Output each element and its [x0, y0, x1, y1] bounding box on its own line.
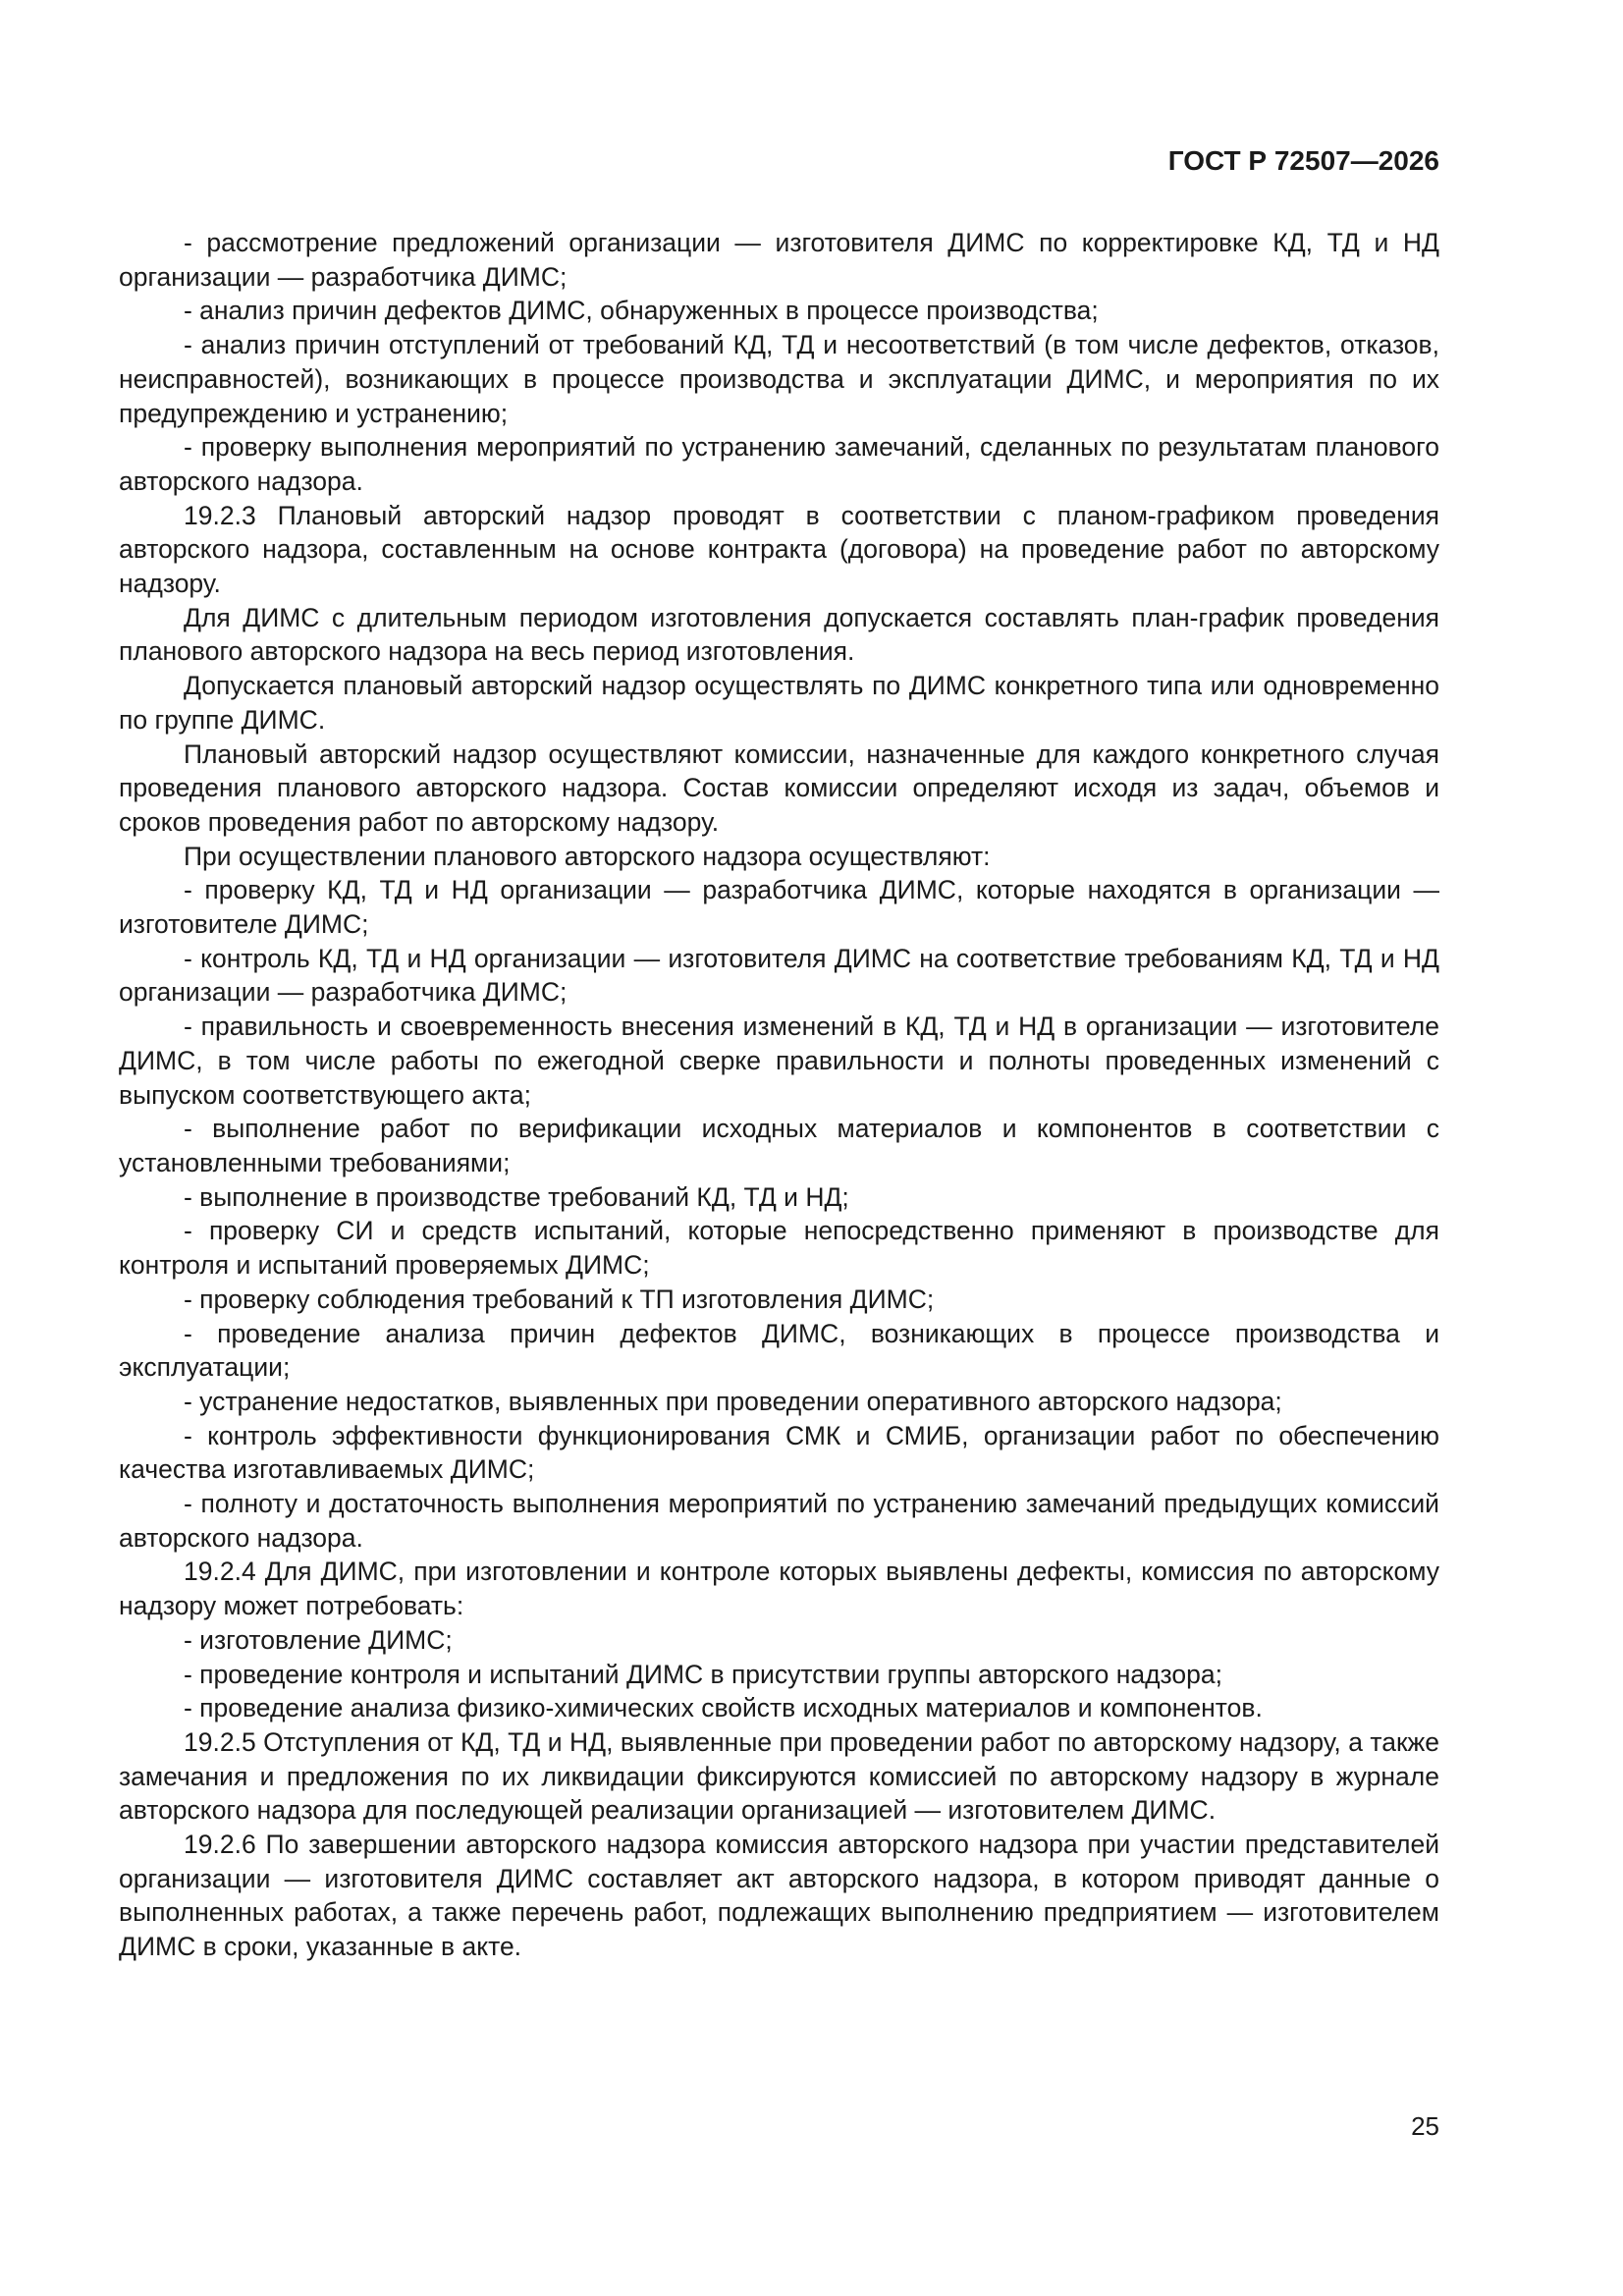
paragraph: - анализ причин отступлений от требований КД, ТД и несоответствий (в том числе дефектов, отказов, неисправностей), возникающих в процессе производства и эксплуатации ДИМС, и мероприятия по их предупреждению и устранению;: [119, 330, 1439, 428]
paragraph: 19.2.5 Отступления от КД, ТД и НД, выявленные при проведении работ по авторскому надзору, а также замечания и предложения по их ликвидации фиксируются комиссией по авторскому надзору в журнале авторского надзора для последующей реализации организацией — изготовителем ДИМС.: [119, 1726, 1439, 1826]
document-number: ГОСТ Р 72507—2026: [1167, 145, 1439, 176]
paragraph: - контроль КД, ТД и НД организации — изготовителя ДИМС на соответствие требованиям КД, ТД и НД организации — разработчика ДИМС;: [119, 943, 1439, 1008]
paragraph: 19.2.6 По завершении авторского надзора комиссия авторского надзора при участии представителей организации — изготовителя ДИМС составляет акт авторского надзора, в котором приводят данные о выполненных работах, а также перечень работ, подлежащих выполнению предприятием — изготовителем ДИМС в сроки, указанные в акте.: [119, 1830, 1439, 1962]
paragraph: 19.2.4 Для ДИМС, при изготовлении и контроле которых выявлены дефекты, комиссия по авторскому надзору может потребовать:: [119, 1557, 1439, 1621]
paragraph: - проведение анализа причин дефектов ДИМС, возникающих в процессе производства и эксплуатации;: [119, 1318, 1439, 1383]
paragraph: - устранение недостатков, выявленных при проведении оперативного авторского надзора;: [184, 1386, 1282, 1416]
paragraph: - проверку выполнения мероприятий по устранению замечаний, сделанных по результатам планового авторского надзора.: [119, 432, 1439, 496]
paragraph: - анализ причин дефектов ДИМС, обнаруженных в процессе производства;: [184, 296, 1099, 326]
document-body: [119, 226, 1439, 1964]
paragraph: Плановый авторский надзор осуществляют комиссии, назначенные для каждого конкретного случая проведения планового авторского надзора. Состав комиссии определяют исходя из задач, объемов и сроков проведения работ по авторскому надзору.: [119, 738, 1439, 837]
paragraph: - полноту и достаточность выполнения мероприятий по устранению замечаний предыдущих комиссий авторского надзора.: [119, 1489, 1439, 1553]
paragraph: Допускается плановый авторский надзор осуществлять по ДИМС конкретного типа или одновременно по группе ДИМС.: [119, 671, 1439, 735]
paragraph: - проведение анализа физико-химических свойств исходных материалов и компонентов.: [184, 1693, 1263, 1723]
paragraph: - проведение контроля и испытаний ДИМС в присутствии группы авторского надзора;: [184, 1659, 1222, 1689]
paragraph: Для ДИМС с длительным периодом изготовления допускается составлять план-график проведения планового авторского надзора на весь период изготовления.: [119, 602, 1439, 667]
paragraph: - выполнение работ по верификации исходных материалов и компонентов в соответствии с установленными требованиями;: [119, 1114, 1439, 1177]
paragraph: - изготовление ДИМС;: [184, 1624, 453, 1655]
paragraph: - проверку КД, ТД и НД организации — разработчика ДИМС, которые находятся в организации — изготовителе ДИМС;: [119, 875, 1439, 940]
paragraph: - проверку соблюдения требований к ТП изготовления ДИМС;: [184, 1284, 935, 1314]
paragraph: - выполнение в производстве требований КД, ТД и НД;: [184, 1181, 849, 1212]
paragraph: - проверку СИ и средств испытаний, которые непосредственно применяют в производстве для контроля и испытаний проверяемых ДИМС;: [119, 1216, 1439, 1281]
paragraph: При осуществлении планового авторского надзора осуществляют:: [184, 841, 991, 871]
paragraph: 19.2.3 Плановый авторский надзор проводят в соответствии с планом-графиком проведения авторского надзора, составленным на основе контракта (договора) на проведение работ по авторскому надзору.: [119, 500, 1439, 599]
paragraph: - рассмотрение предложений организации — изготовителя ДИМС по корректировке КД, ТД и НД организации — разработчика ДИМС;: [119, 228, 1439, 292]
paragraph: - контроль эффективности функционирования СМК и СМИБ, организации работ по обеспечению качества изготавливаемых ДИМС;: [119, 1420, 1439, 1485]
paragraph: - правильность и своевременность внесения изменений в КД, ТД и НД в организации — изготовителе ДИМС, в том числе работы по ежегодной сверке правильности и полноты проведенных изменений с выпуском соответствующего акта;: [119, 1011, 1439, 1110]
page-number: 25: [1411, 2111, 1439, 2141]
